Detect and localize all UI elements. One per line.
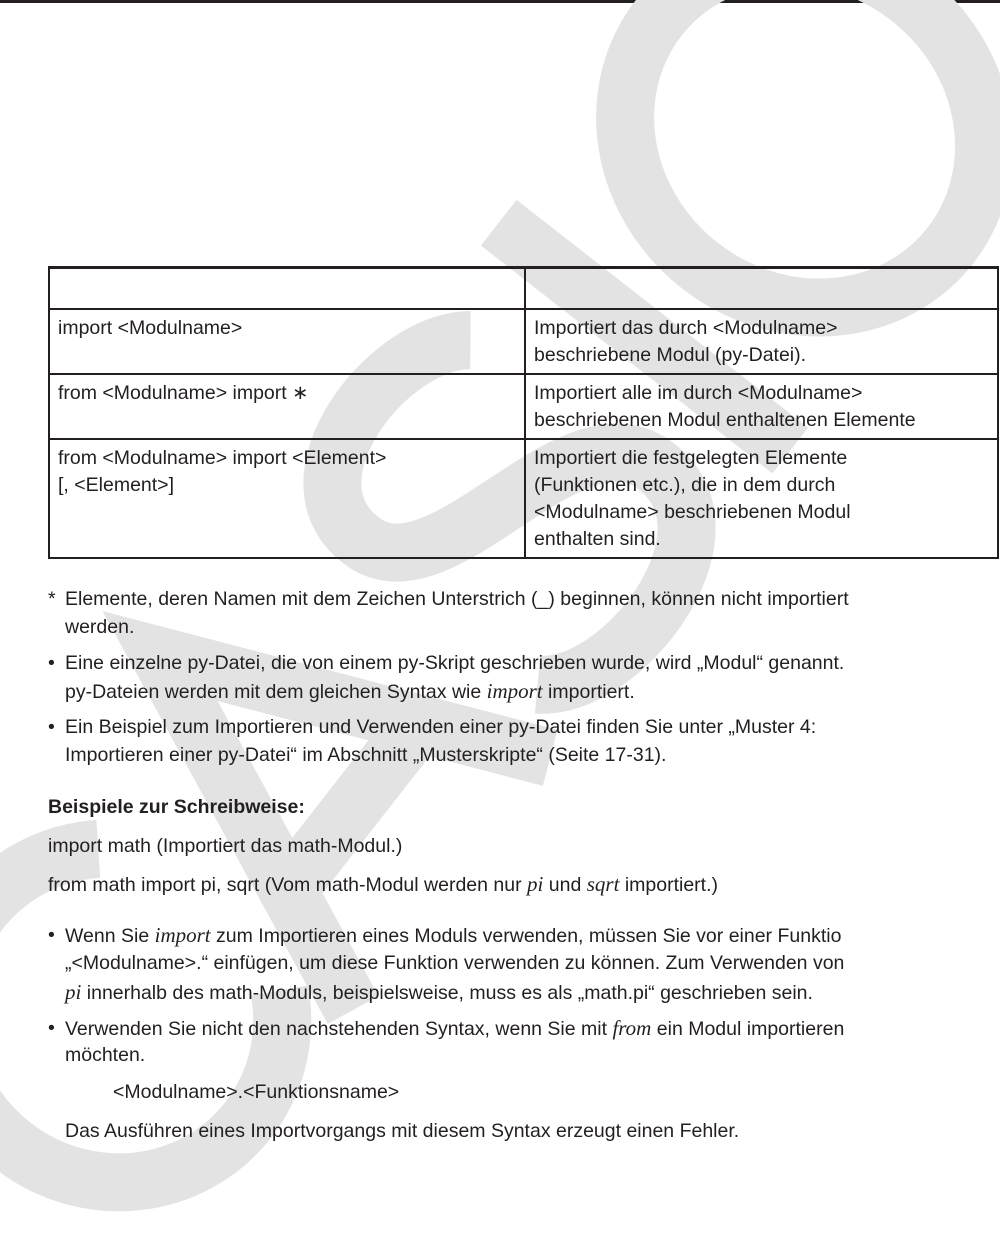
footnote-text: werden.: [65, 616, 135, 638]
table-row: [49, 374, 998, 439]
description-cell: [525, 439, 998, 558]
syntax-text: from <Modulname> import <Element>: [58, 447, 387, 469]
example-line: from math import pi, sqrt (Vom math-Modul werden nur pi und sqrt importiert.): [48, 872, 719, 896]
bullet-icon: •: [48, 924, 55, 946]
bullet-text: py-Dateien werden mit dem gleichen Syntax wie import importiert.: [65, 679, 635, 703]
description-text: (Funktionen etc.), die in dem durch: [534, 474, 836, 496]
syntax-text: import <Modulname>: [58, 317, 243, 339]
bullet-text: Eine einzelne py-Datei, die von einem py-Skript geschrieben wurde, wird „Modul“ genannt.: [65, 652, 845, 674]
syntax-text: from <Modulname> import ∗: [58, 382, 309, 404]
table-row: [49, 439, 998, 558]
table-header-cell: [49, 268, 525, 310]
bullet-text: „<Modulname>.“ einfügen, um diese Funktion verwenden zu können. Zum Verwenden von: [65, 952, 845, 974]
table-header-row: [49, 268, 998, 310]
import-syntax-table: [48, 266, 999, 559]
footnote-marker: *: [48, 588, 56, 610]
description-text: Importiert die festgelegten Elemente: [534, 447, 848, 469]
bullet-text: pi innerhalb des math-Moduls, beispielsweise, muss es als „math.pi“ geschrieben sein.: [65, 980, 813, 1004]
description-cell: [525, 309, 998, 374]
bullet-text: möchten.: [65, 1044, 146, 1066]
description-text: Importiert das durch <Modulname>: [534, 317, 838, 339]
description-cell: [525, 374, 998, 439]
description-text: <Modulname> beschriebenen Modul: [534, 501, 851, 523]
bullet-text: Ein Beispiel zum Importieren und Verwenden einer py-Datei finden Sie unter „Muster 4:: [65, 716, 817, 738]
code-example: <Modulname>.<Funktionsname>: [113, 1081, 400, 1103]
bullet-icon: •: [48, 1017, 55, 1039]
header-rule: [0, 0, 1000, 3]
description-text: enthalten sind.: [534, 528, 661, 550]
bullet-text: Wenn Sie import zum Importieren eines Moduls verwenden, müssen Sie vor einer Funktio: [65, 923, 842, 947]
syntax-cell: [49, 374, 525, 439]
bullet-icon: •: [48, 716, 55, 738]
description-text: Importiert alle im durch <Modulname>: [534, 382, 863, 404]
syntax-text: [, <Element>]: [58, 474, 174, 496]
description-text: beschriebenen Modul enthaltenen Elemente: [534, 409, 916, 431]
bullet-text: Verwenden Sie nicht den nachstehenden Syntax, wenn Sie mit from ein Modul importieren: [65, 1016, 845, 1040]
bullet-icon: •: [48, 652, 55, 674]
table-header-cell: [525, 268, 998, 310]
table-row: [49, 309, 998, 374]
syntax-cell: [49, 309, 525, 374]
example-line: import math (Importiert das math-Modul.): [48, 835, 403, 857]
syntax-cell: [49, 439, 525, 558]
bullet-text: Importieren einer py-Datei“ im Abschnitt „Musterskripte“ (Seite 17-31).: [65, 744, 667, 766]
error-note: Das Ausführen eines Importvorgangs mit diesem Syntax erzeugt einen Fehler.: [65, 1120, 740, 1142]
examples-heading: Beispiele zur Schreibweise:: [48, 796, 305, 818]
description-text: beschriebene Modul (py-Datei).: [534, 344, 807, 366]
footnote-text: Elemente, deren Namen mit dem Zeichen Unterstrich (_) beginnen, können nicht importiert: [65, 588, 849, 610]
